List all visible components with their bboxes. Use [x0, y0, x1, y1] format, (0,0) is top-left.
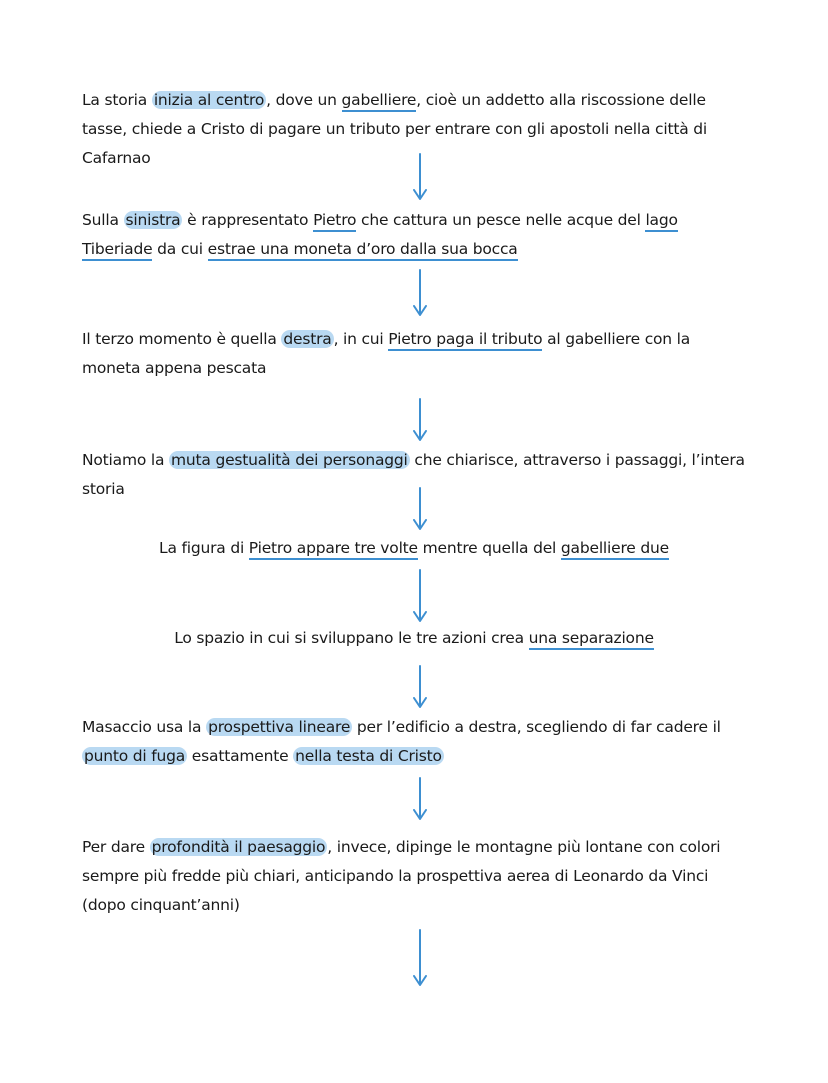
- text: , cioè un addetto alla riscossione delle tasse, chiede a Cristo di pagare un tributo per entrare con gli apostoli nella città di Cafarnao: [82, 91, 707, 167]
- paragraph-7: [82, 713, 752, 771]
- down-arrow-icon: [410, 152, 430, 202]
- text: per l’edificio a destra, scegliendo di far cadere il: [352, 718, 721, 736]
- text: , dove un: [266, 91, 342, 109]
- text: che chiarisce, attraverso i passaggi, l’intera storia: [82, 451, 745, 498]
- text: mentre quella del: [417, 539, 561, 557]
- underline: Pietro: [313, 211, 356, 232]
- text: è rappresentato: [182, 211, 314, 229]
- text: che cattura un pesce nelle acque del: [356, 211, 646, 229]
- text: Il terzo momento è quella: [82, 330, 282, 348]
- down-arrow-icon: [410, 664, 430, 710]
- text: Masaccio usa la: [82, 718, 207, 736]
- text: Sulla: [82, 211, 124, 229]
- text: al gabelliere con la moneta appena pescata: [82, 330, 691, 377]
- down-arrow-icon: [410, 776, 430, 822]
- down-arrow-icon: [410, 928, 430, 988]
- underline: Pietro paga il tributo: [388, 330, 542, 351]
- highlight: nella testa di Cristo: [295, 747, 442, 765]
- highlight: prospettiva lineare: [208, 718, 351, 736]
- text: , invece, dipinge le montagne più lontane con colori sempre più fredde più chiari, anticipando la prospettiva aerea di Leonardo da Vinci (dopo cinquant’anni): [82, 838, 721, 914]
- paragraph-8: [82, 833, 752, 920]
- paragraph-2: [82, 206, 752, 264]
- text: da cui: [152, 240, 208, 258]
- underline: lago Tiberiade: [82, 211, 678, 261]
- underline: una separazione: [529, 629, 654, 650]
- underline: gabelliere: [342, 91, 417, 112]
- highlight: sinistra: [125, 211, 181, 229]
- highlight: inizia al centro: [153, 91, 265, 109]
- paragraph-3: [82, 325, 752, 383]
- underline: gabelliere due: [561, 539, 669, 560]
- highlight: punto di fuga: [84, 747, 186, 765]
- down-arrow-icon: [410, 268, 430, 318]
- text: La storia: [82, 91, 152, 109]
- highlight: profondità il paesaggio: [151, 838, 326, 856]
- text: La figura di: [159, 539, 249, 557]
- text: Per dare: [82, 838, 150, 856]
- highlight: muta gestualità dei personaggi: [171, 451, 408, 469]
- underline: Pietro appare tre volte: [249, 539, 418, 560]
- down-arrow-icon: [410, 568, 430, 624]
- text: Lo spazio in cui si sviluppano le tre azioni crea: [174, 629, 529, 647]
- down-arrow-icon: [410, 397, 430, 443]
- down-arrow-icon: [410, 486, 430, 532]
- highlight: destra: [283, 330, 332, 348]
- text: Notiamo la: [82, 451, 170, 469]
- text: , in cui: [333, 330, 389, 348]
- paragraph-6: [82, 624, 746, 653]
- text: esattamente: [187, 747, 294, 765]
- paragraph-5: [82, 534, 746, 563]
- underline: estrae una moneta d’oro dalla sua bocca: [208, 240, 518, 261]
